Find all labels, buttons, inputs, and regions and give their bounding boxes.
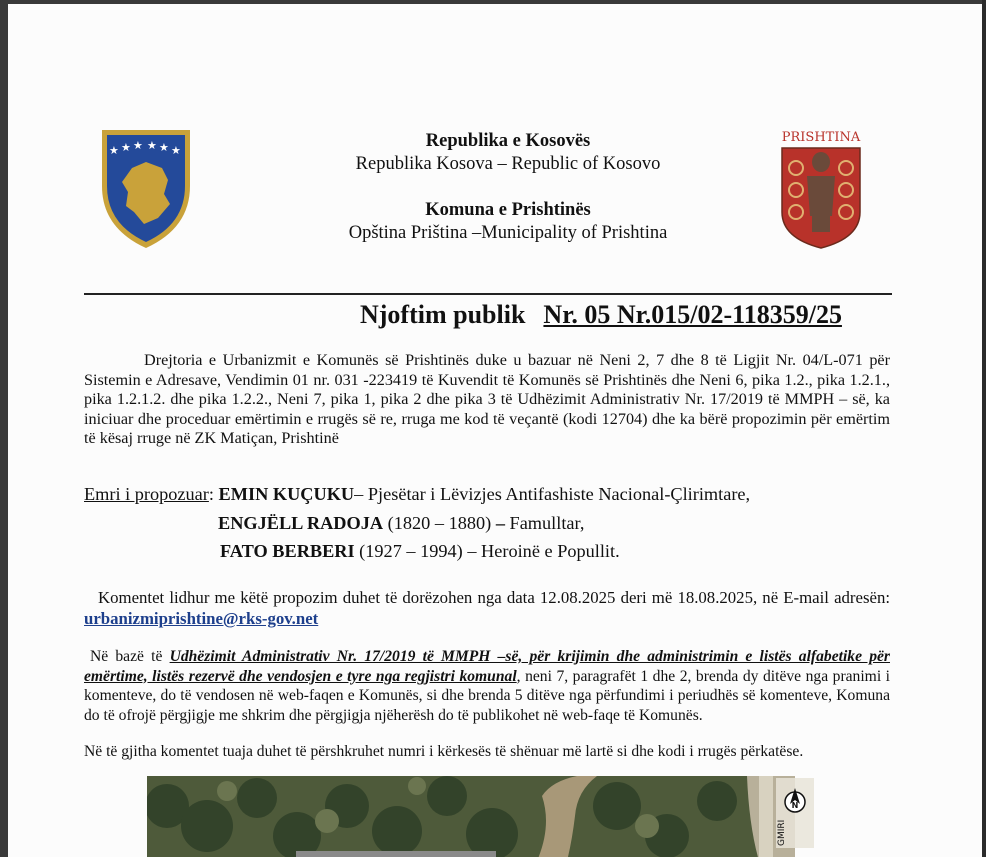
notice-title-text: Njoftim publik (360, 300, 526, 329)
legal-paragraph: Në bazë të Udhëzimit Administrativ Nr. 17/2019 të MMPH –së, për krijimin dhe administrimin e listës alfabetike për emërtime, listës rezervë dhe vendosjen e tyre nga regjistri komunal, neni 7, paragrafët 1 dhe 2, brenda dy ditëve nga pranimi i komenteve, do të vendosen në web-faqen e Komunës, si dhe brenda 5 ditëve nga përfundimi i periudhës së komenteve, Komuna do të ofrojë përgjigje me shkrim dhe përgjigja njëherësh do të publikohet në web-faqe të Komunës. (84, 648, 891, 724)
document-page (8, 4, 986, 857)
header-divider (84, 293, 892, 295)
svg-text:★: ★ (121, 141, 131, 154)
svg-text:★: ★ (147, 139, 157, 152)
proposed-years: (1820 – 1880) (383, 512, 496, 533)
kosovo-coat-of-arms-icon (96, 124, 196, 252)
proposed-desc: – Pjesëtar i Lëvizjes Antifashiste Nacional-Çlirimtare, (354, 484, 751, 504)
north-arrow-icon (776, 778, 814, 848)
proposed-desc: – Heroinë e Popullit. (467, 541, 620, 561)
svg-text:★: ★ (159, 141, 169, 154)
notice-title (360, 300, 842, 330)
proposed-years: (1927 – 1994) (354, 541, 468, 561)
proposed-name: FATO BERBERI (220, 541, 355, 561)
comments-paragraph: Komentet lidhur me këtë propozim duhet të dorëzohen nga data 12.08.2025 deri më 18.08.2025, në E-mail adresën: urbanizmiprishtine@rks-gov.net (84, 588, 890, 628)
proposed-name: ENGJËLL RADOJA (218, 512, 384, 533)
svg-text:★: ★ (133, 139, 143, 152)
svg-text:★: ★ (171, 144, 181, 157)
proposed-name-line: Emri i propozuar: EMIN KUÇUKU– Pjesëtar i Lëvizjes Antifashiste Nacional-Çlirimtare, (84, 484, 751, 504)
proposed-names (84, 480, 750, 566)
horizontal-scrollbar[interactable] (296, 851, 496, 857)
country-name-multilingual: Republika Kosova – Republic of Kosovo (355, 154, 661, 174)
closing-paragraph: Në të gjitha komentet tuaja duhet të përshkruhet numri i kërkesës të shënuar më lartë si dhe kodi i rrugës përkatëse. (84, 743, 804, 760)
email-link[interactable]: urbanizmiprishtine@rks-gov.net (84, 609, 319, 628)
north-label: N (791, 801, 799, 810)
municipality-name-multilingual: Opština Priština –Municipality of Prishtina (348, 223, 668, 243)
prishtina-emblem-label: PRISHTINA (781, 130, 861, 145)
prishtina-emblem-icon (776, 128, 866, 252)
intro-paragraph: Drejtoria e Urbanizmit e Komunës së Prishtinës duke u bazuar në Neni 2, 7 dhe 8 të Ligjit Nr. 04/L-071 për Sistemin e Adresave, Vendimin 01 nr. 031 -223419 të Kuvendit të Komunës së Prishtinës dhe Neni 6, pika 1.2., pika 1.2.1., pika 1.2.1.2. dhe pika 1.2.2., Neni 7, pika 1, pika 2 dhe pika 3 të Udhëzimit Administrativ Nr. 17/2019 të MMPH – së, ka iniciuar dhe proceduar emërtimin e rrugës së re, rruga me kod të veçantë (kodi 12704) dhe ka bërë propozimin për emërtim të kësaj rruge në ZK Matiçan, Prishtinë (84, 351, 890, 447)
proposed-name-line (84, 537, 750, 566)
notice-number: Nr. 05 Nr.015/02-118359/25 (543, 300, 842, 329)
street-label: GMIRI (777, 819, 787, 846)
window-frame-edge (982, 0, 986, 857)
proposed-desc: Famulltar, (504, 512, 585, 533)
proposed-label: Emri i propozuar (84, 484, 209, 504)
aerial-map-image (147, 776, 795, 857)
country-name-albanian: Republika e Kosovës (425, 131, 591, 151)
legal-reference: Udhëzimit Administrativ Nr. 17/2019 të MMPH –së, për krijimin dhe administrimin e listës alfabetike për emërtime, listës rezervë dhe vendosjen e tyre nga regjistri komunal (84, 648, 890, 685)
proposed-name: EMIN KUÇUKU (218, 484, 355, 504)
municipality-name-albanian: Komuna e Prishtinës (425, 200, 591, 220)
proposed-name-line: ENGJËLL RADOJA (1820 – 1880) – Famulltar, (218, 512, 585, 533)
svg-text:★: ★ (109, 144, 119, 157)
